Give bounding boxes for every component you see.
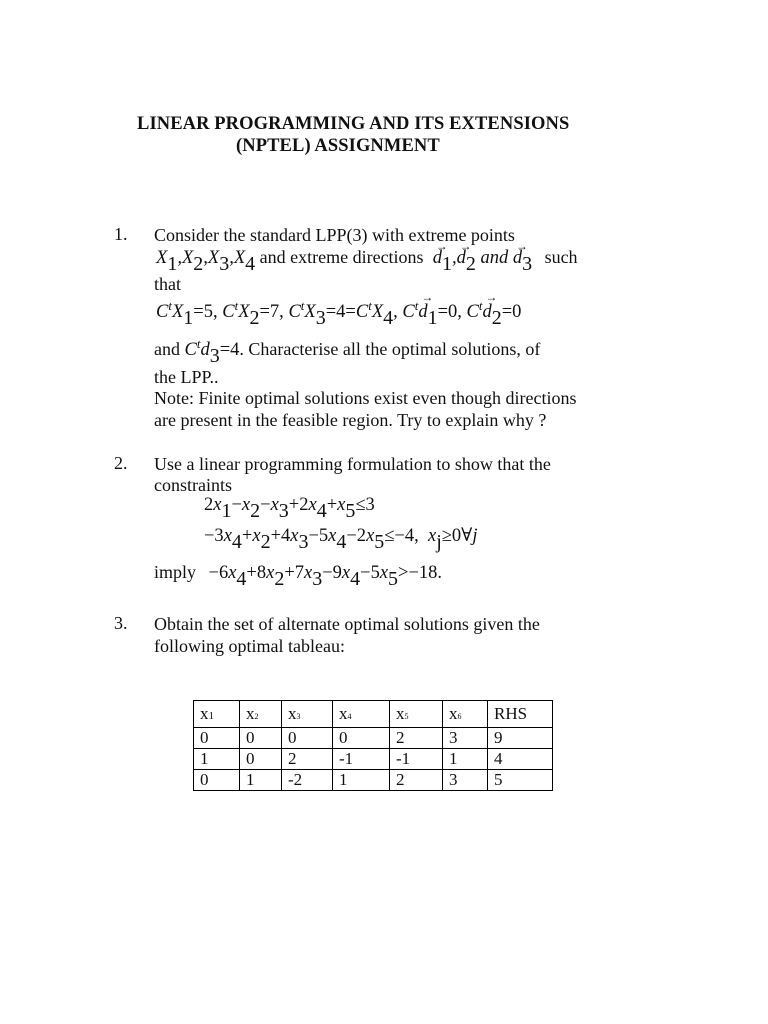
table-row xyxy=(194,770,553,791)
tableau-header-x3: x3 xyxy=(282,701,333,728)
constraint-1-expression: 2x1−x2−x3+2x4+x5≤3 xyxy=(204,495,375,522)
table-cell: 5 xyxy=(488,770,553,791)
table-cell: 0 xyxy=(240,728,282,749)
table-cell: -1 xyxy=(333,749,390,770)
question-3-line2: following optimal tableau: xyxy=(154,636,345,656)
table-cell: 0 xyxy=(282,728,333,749)
table-cell: 3 xyxy=(443,728,488,749)
tableau-header-x2: x2 xyxy=(240,701,282,728)
objective-values-expression: $C^tX1=5$, $C^tX2=7$, $C^tX3=4=C^tX4$, $C^t\to d1=0$, $C^t\to d2=0$ xyxy=(156,298,521,323)
tableau-header-row xyxy=(194,701,553,728)
table-cell: 0 xyxy=(333,728,390,749)
question-2-number: 2. xyxy=(114,453,128,473)
question-2-line2: constraints xyxy=(154,475,232,495)
question-3-line1: Obtain the set of alternate optimal solutions given the xyxy=(154,614,540,634)
table-cell: 0 xyxy=(194,728,240,749)
table-cell: 2 xyxy=(390,728,443,749)
question-1-number: 1. xyxy=(114,224,128,244)
implication-expression: −6x4+8x2+7x3−9x4−5x5>−18. xyxy=(208,563,443,590)
table-cell: 3 xyxy=(443,770,488,791)
page-title-line2: (NPTEL) ASSIGNMENT xyxy=(236,136,440,156)
table-cell: -2 xyxy=(282,770,333,791)
extreme-directions-expression: → $d_1,\to d_2$ and → $d_3$ xyxy=(428,248,532,268)
direction-three-expression: $C^td3=4$ xyxy=(184,336,240,368)
question-1-line3: that xyxy=(154,274,181,294)
table-cell: -1 xyxy=(390,749,443,770)
question-3-number: 3. xyxy=(114,613,128,633)
tableau-header-x4: x4 xyxy=(333,701,390,728)
question-1-line5 xyxy=(154,333,541,368)
table-cell: 2 xyxy=(282,749,333,770)
table-row xyxy=(194,728,553,749)
tableau-header-x6: x6 xyxy=(443,701,488,728)
table-row xyxy=(194,749,553,770)
optimal-tableau xyxy=(193,700,553,791)
constraint-2-expression: −3x4+x2+4x3−5x4−2x5≤−4, xj≥0∀j xyxy=(204,526,478,553)
question-1-line2-end: such xyxy=(544,247,578,267)
question-1-line2-text: and extreme directions xyxy=(259,247,424,267)
question-1-line6: the LPP.. xyxy=(154,367,219,387)
question-1-line7: Note: Finite optimal solutions exist even though directions xyxy=(154,388,577,408)
extreme-points-expression: $X_1,X_2,X_3,X_4$ xyxy=(156,248,256,275)
table-cell: 1 xyxy=(240,770,282,791)
table-cell: 1 xyxy=(333,770,390,791)
question-1-line2-and: and xyxy=(480,248,509,268)
tableau-header-rhs: RHS xyxy=(488,701,553,728)
question-2-imply-line xyxy=(154,561,443,590)
question-1-line1: Consider the standard LPP(3) with extreme points xyxy=(154,225,515,245)
question-1-line5-and: and xyxy=(154,339,180,360)
table-cell: 1 xyxy=(194,749,240,770)
question-2-imply: imply xyxy=(154,562,197,582)
page-title-line1: LINEAR PROGRAMMING AND ITS EXTENSIONS xyxy=(137,114,570,134)
tableau-header-x5: x5 xyxy=(390,701,443,728)
question-1-line8: are present in the feasible region. Try to explain why ? xyxy=(154,410,547,430)
question-1-line2 xyxy=(156,246,578,275)
table-cell: 0 xyxy=(240,749,282,770)
table-cell: 1 xyxy=(443,749,488,770)
table-cell: 9 xyxy=(488,728,553,749)
table-cell: 0 xyxy=(194,770,240,791)
table-cell: 4 xyxy=(488,749,553,770)
question-1-line5-rest: . Characterise all the optimal solutions, of xyxy=(239,339,541,360)
tableau-header-x1: x1 xyxy=(194,701,240,728)
question-2-line1: Use a linear programming formulation to show that the xyxy=(154,454,551,474)
table-cell: 2 xyxy=(390,770,443,791)
